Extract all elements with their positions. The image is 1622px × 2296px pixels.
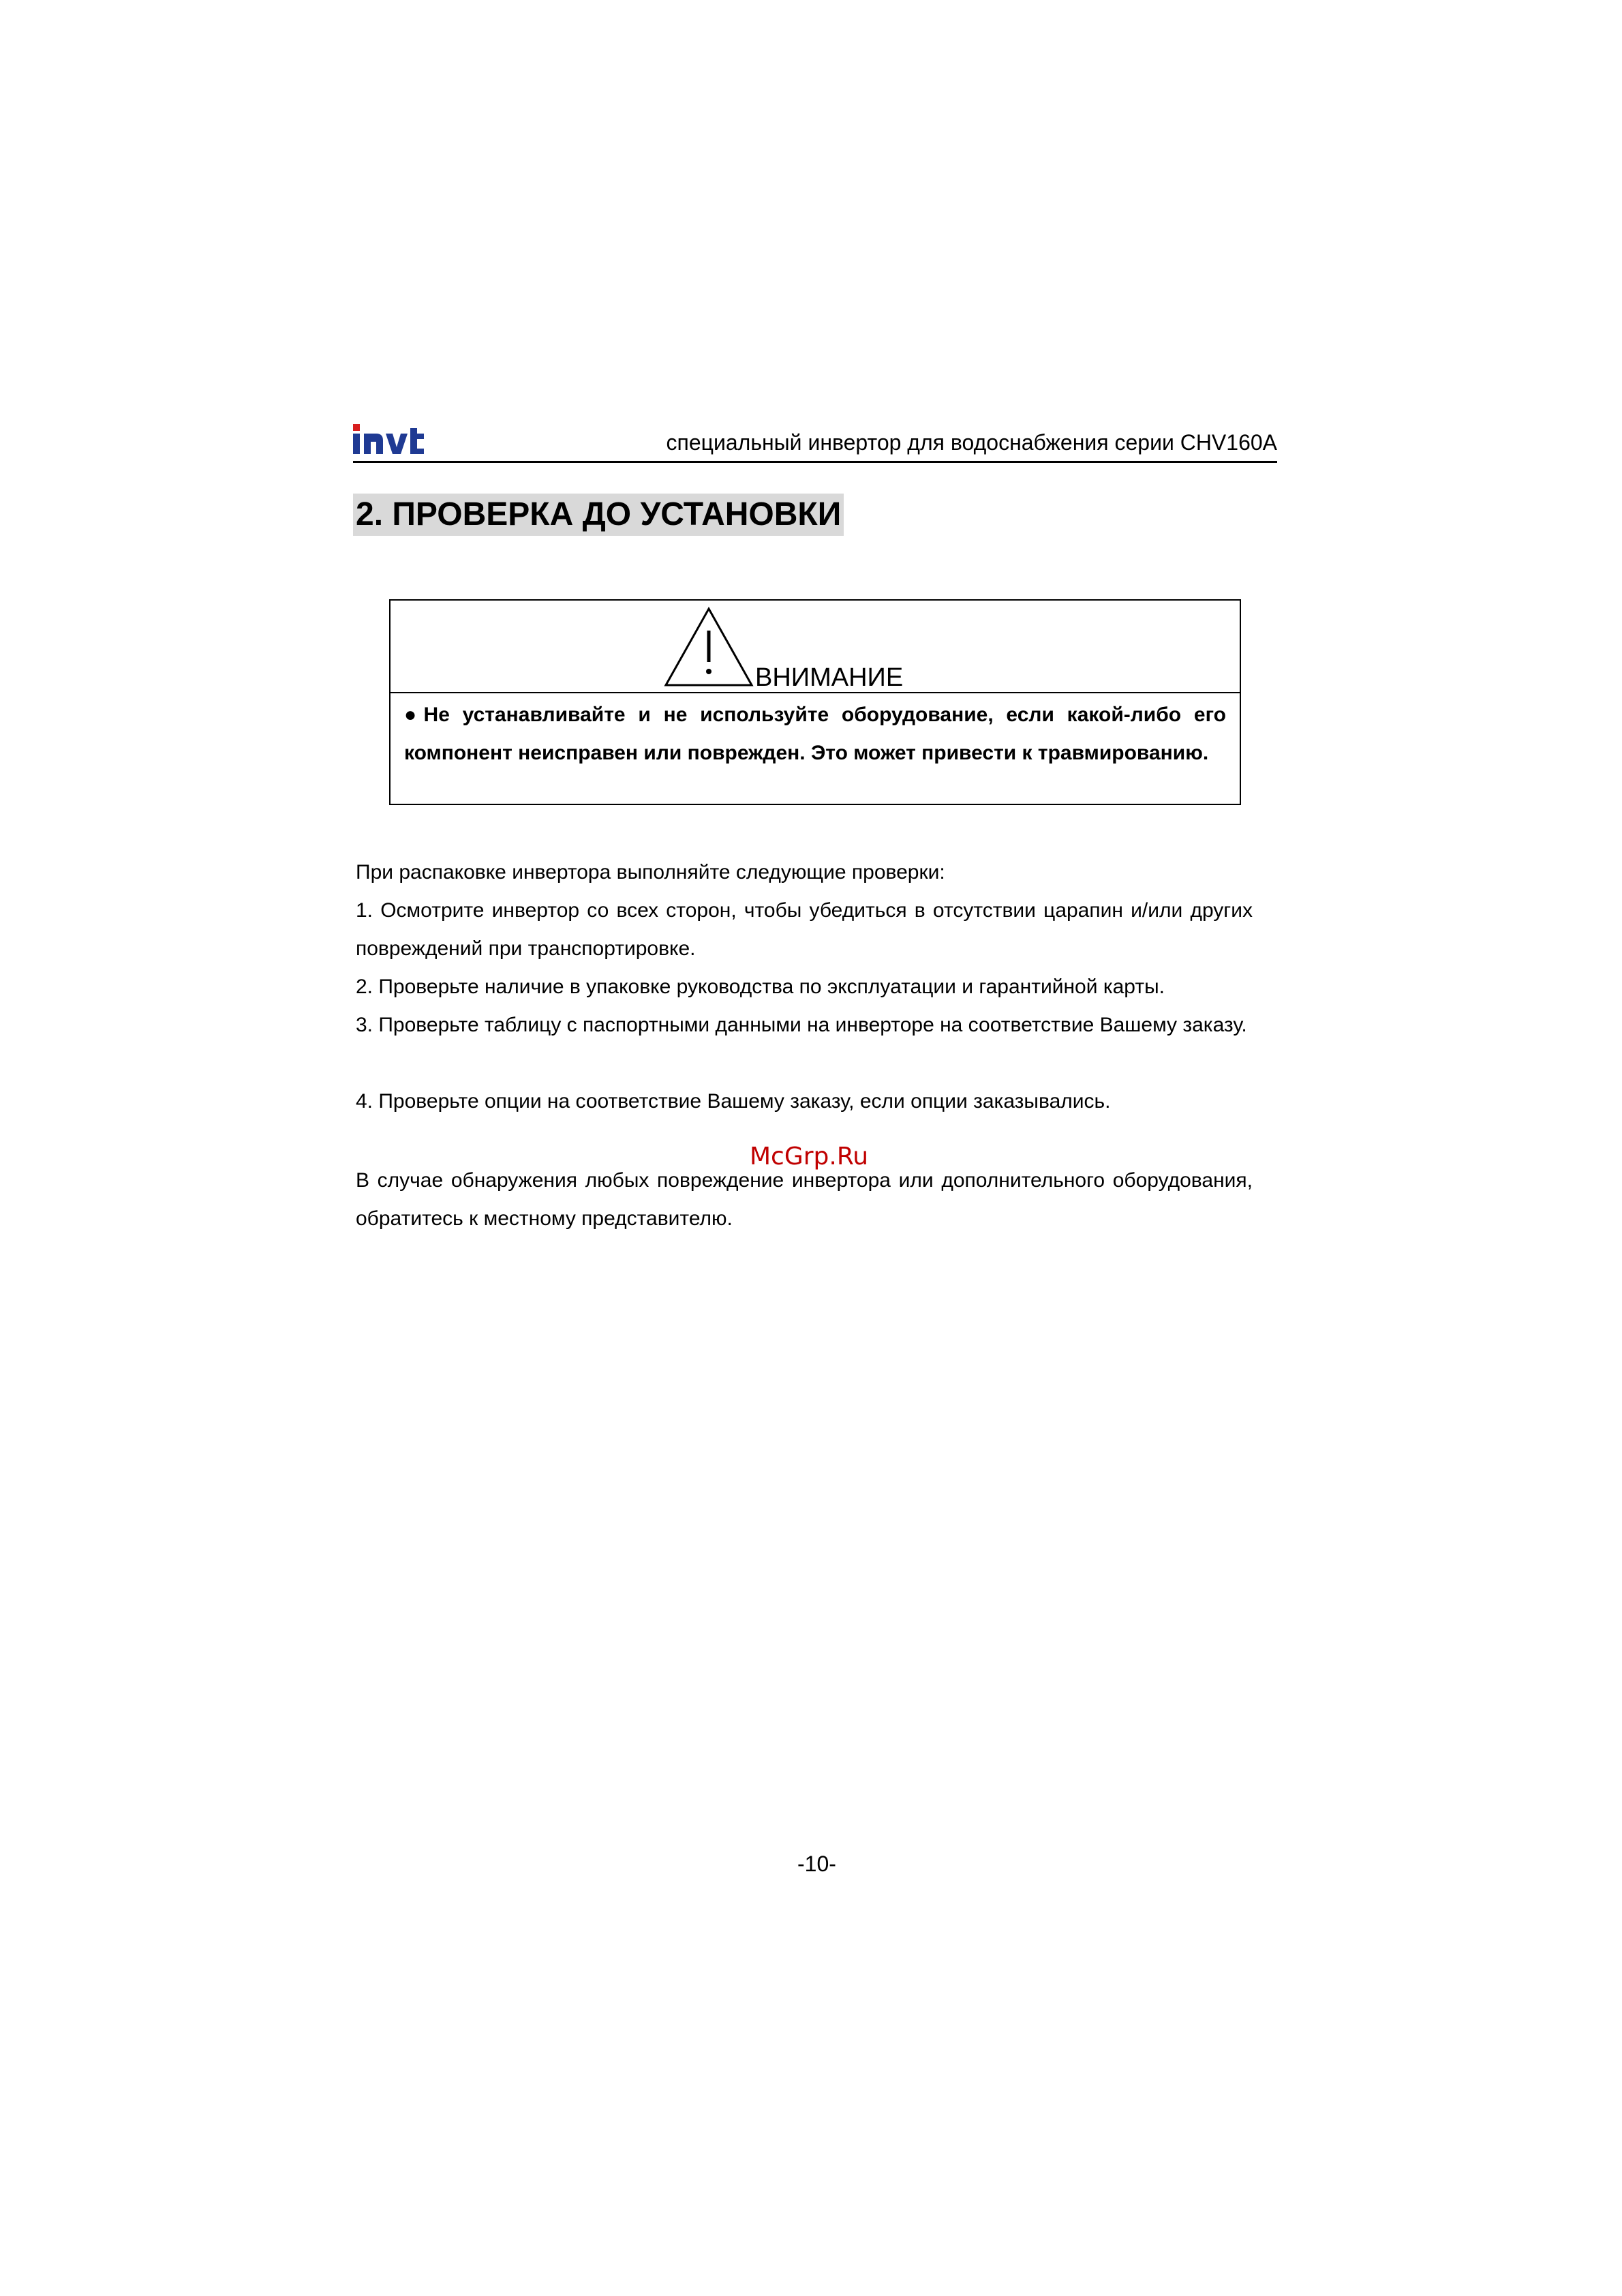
check-item-1: 1. Осмотрите инвертор со всех сторон, чтобы убедиться в отсутствии царапин и/или других повреждений при транспортировке. xyxy=(356,899,1253,960)
watermark: McGrp.Ru xyxy=(750,1143,869,1170)
check-item-3: 3. Проверьте таблицу с паспортными данными на инверторе на соответствие Вашему заказу. xyxy=(356,1014,1247,1036)
warning-triangle-icon xyxy=(663,606,754,688)
invt-logo xyxy=(353,421,427,458)
check-item-4: 4. Проверьте опции на соответствие Вашему заказу, если опции заказывались. xyxy=(356,1090,1111,1113)
section-heading: 2. ПРОВЕРКА ДО УСТАНОВКИ xyxy=(353,494,844,536)
header-title: специальный инвертор для водоснабжения серии CHV160A xyxy=(666,430,1277,455)
intro-text: При распаковке инвертора выполняйте следующие проверки: xyxy=(356,861,945,883)
warning-title: ВНИМАНИЕ xyxy=(755,663,904,692)
warning-text: ●Не устанавливайте и не используйте оборудование, если какой-либо его компонент неисправен или поврежден. Это может привести к травмированию. xyxy=(404,704,1226,764)
warning-box xyxy=(389,599,1241,805)
page-header xyxy=(353,417,1277,463)
closing-text: В случае обнаружения любых повреждение инвертора или дополнительного оборудования, обратитесь к местному представителю. xyxy=(356,1169,1253,1230)
page-number: -10- xyxy=(797,1852,836,1876)
warning-title-row xyxy=(391,601,1240,693)
check-item-2: 2. Проверьте наличие в упаковке руководства по эксплуатации и гарантийной карты. xyxy=(356,976,1165,998)
